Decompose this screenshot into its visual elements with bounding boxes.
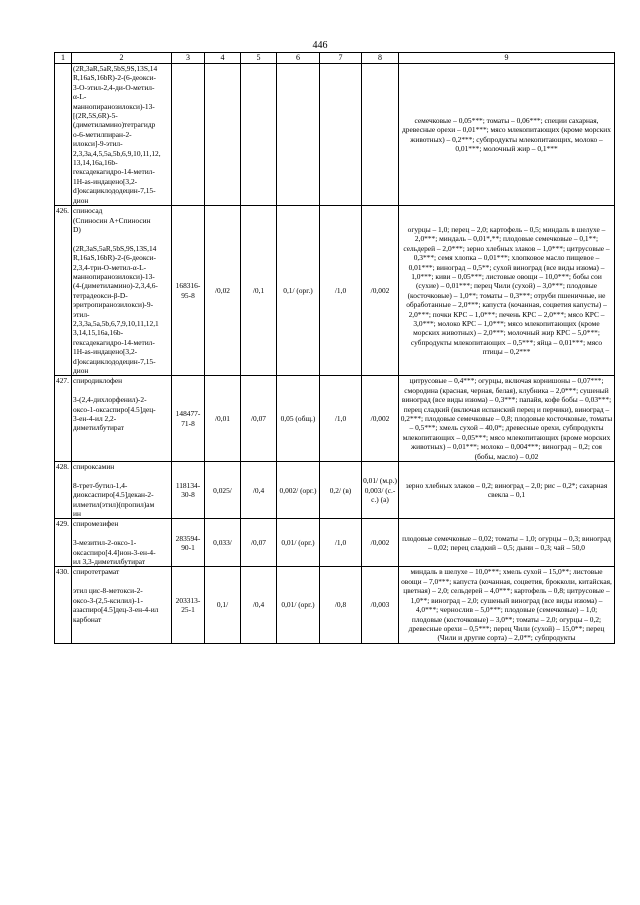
substance-name-line: дион [73, 195, 89, 205]
substance-name-line: 3-О-этил-2,4-ди-О-метил- [73, 82, 155, 92]
substance-name-line: (2R,3aR,5aR,5bS,9S,13S,14 [73, 64, 158, 73]
substance-name-line: маннопиранозилокси)-13- [73, 271, 155, 281]
substance-name [72, 376, 172, 462]
substance-name-line: о-6-метилпиран-2- [73, 129, 132, 139]
row-number: 426. [55, 206, 72, 376]
header-cell: 3 [172, 53, 205, 64]
row-number: 430. [55, 567, 72, 643]
value-col-4: /0,02 [205, 206, 241, 376]
value-col-5: /0,07 [241, 376, 277, 462]
residue-notes: цитрусовые – 0,4***; огурцы, включая корнишоны – 0,07***; смородина (красная, черная, белая), клубника – 2,0***; сушеный виноград (все виды изюма) – 0,3***; папайя, кофе бобы – 0,03***; перец сладкий (включая испанский перец и перчики), виноград – 0,2***; плодовые семечковые – 0,8; плодовые косточковые, томаты – 0,5***; хмель сухой – 40,0*; древесные орехи, субпродукты млекопитающих – 0,05***; мясо млекопитающих (кроме морских животных) – 0,01***; молоко – 0,004***; виноград – 0,2; соя (бобы, масло) – 0,02 [399, 376, 615, 462]
substance-name-line: 3-мезитил-2-оксо-1- [73, 538, 137, 548]
substance-name-line: оксо-3-(2,5-ксилил)-1- [73, 595, 143, 605]
substance-name-line: тетрадеокси-β-D- [73, 290, 128, 300]
substance-name-line: 13,14,16a,16b- [73, 158, 118, 168]
substance-name-line: дион [73, 365, 89, 375]
substance-name-line: гексадекагидро-14-метил- [73, 167, 155, 177]
header-cell: 9 [399, 53, 615, 64]
substance-name-line: (2R,3aS,5aR,5bS,9S,13S,14 [73, 243, 157, 253]
substance-name-line: спиромезифен [73, 519, 119, 529]
substance-name [72, 64, 172, 206]
cas-number [172, 64, 205, 206]
substance-name-line: (Спиносин A+Спиносин [73, 215, 151, 225]
header-cell: 2 [72, 53, 172, 64]
substance-name-line: d]оксациклододецин-7,15- [73, 186, 156, 196]
substance-name-line: илокси]-9-этил- [73, 139, 123, 149]
header-cell: 7 [320, 53, 362, 64]
page-number: 446 [312, 40, 328, 51]
header-cell: 8 [362, 53, 399, 64]
substance-name-line: ил 3,3-диметилбутират [73, 557, 146, 567]
substance-name-line: илметил(этил)(пропил)ам [73, 499, 155, 509]
value-col-4: /0,01 [205, 376, 241, 462]
value-col-7: /0,8 [320, 567, 362, 643]
substance-name-line: 3-ен-4-ил 2,2- [73, 414, 117, 423]
cas-number: 118134-30-8 [172, 462, 205, 519]
substance-name-line: R,16aS,16bR)-2-(6-деокси- [73, 73, 156, 83]
substance-name-line: (4-(диметиламино)-2,3,4,6- [73, 281, 158, 291]
table-row [55, 376, 615, 462]
value-col-6 [277, 64, 320, 206]
standards-table [54, 52, 615, 644]
header-cell: 4 [205, 53, 241, 64]
substance-name-line: 3-(2,4-дихлорфенил)-2- [73, 395, 147, 405]
value-col-6: 0,05 (общ.) [277, 376, 320, 462]
value-col-5 [241, 64, 277, 206]
value-col-7 [320, 64, 362, 206]
substance-name-line: 1H-as-индацено[3,2- [73, 347, 138, 357]
value-col-8: /0,002 [362, 519, 399, 567]
value-col-7: 0,2/ (в) [320, 462, 362, 519]
value-col-6: 0,01/ (орг.) [277, 519, 320, 567]
substance-name-line: 1H-as-индацено[3,2- [73, 176, 138, 186]
substance-name [72, 567, 172, 643]
table-row [55, 206, 615, 376]
row-number: 428. [55, 462, 72, 519]
substance-name [72, 206, 172, 376]
table-row [55, 519, 615, 567]
substance-name-line: 8-трет-бутил-1,4- [73, 480, 128, 490]
value-col-5: /0,1 [241, 206, 277, 376]
substance-name-line: 2,3,3a,4,5,5a,5b,6,9,10,11,12, [73, 148, 161, 158]
value-col-6: 0,002/ (орг.) [277, 462, 320, 519]
substance-name-line: ин [73, 509, 81, 519]
header-row [55, 53, 615, 64]
table-row [55, 567, 615, 643]
value-col-8: /0,003 [362, 567, 399, 643]
substance-name-line: [(2R,5S,6R)-5- [73, 111, 118, 121]
substance-name-line: R,16aS,16bR)-2-(6-деокси- [73, 253, 156, 263]
residue-notes: семечковые – 0,05***; томаты – 0,06***; специи сахарная, древесные орехи – 0,01***; мясо млекопитающих (кроме морских животных) – 0,2***; субпродукты млекопитающих, молоко – 0,01***; молочный жир – 0,1*** [399, 64, 615, 206]
table-row [55, 462, 615, 519]
row-number: 429. [55, 519, 72, 567]
header-cell: 5 [241, 53, 277, 64]
substance-name-line: спироксамин [73, 462, 115, 472]
substance-name-line [73, 529, 170, 538]
substance-name-line [73, 386, 170, 395]
substance-name-line [73, 471, 170, 480]
residue-notes: огурцы – 1,0; перец – 2,0; картофель – 0,5; миндаль в шелухе – 2,0***; миндаль – 0,01*,**; плодовые семечковые – 0,1**; сельдерей – 2,0***; зерно хлебных злаков – 1,0***; цитрусовые – 0,3***; семя хлопка – 0,01***; хлопковое масло пищевое – 0,01***; виноград – 0,5**; сухой виноград (все виды изюма) – 1,0***; киви – 0,05***; листовые овощи – 10,0***; бобы сои (сухие) – 0,01***; перец Чили (сухой) – 3,0***; плодовые (косточковые) – 1,0**; томаты – 0,3***; отруби пшеничные, не обработанные – 2,0***; капуста (кочанная, соцветия капусты) – 2,0***; почки КРС – 1,0***; печень КРС – 2,0***; мясо КРС – 3,0***; молоко КРС – 1,0***; мясо млекопитающих (кроме морских животных) – 2,0***; молочный жир КРС – 5,0***; субпродукты млекопитающих – 0,5***; яйца – 0,01***; мясо птицы – 0,2*** [399, 206, 615, 376]
substance-name-line: диметилбутират [73, 423, 124, 433]
substance-name-line: спиносад [73, 206, 103, 216]
value-col-4: 0,033/ [205, 519, 241, 567]
value-col-4: 0,025/ [205, 462, 241, 519]
value-col-5: /0,07 [241, 519, 277, 567]
row-number [55, 64, 72, 206]
substance-name-line: (диметиламино)тетрагидр [73, 120, 156, 130]
residue-notes: зерно хлебных злаков – 0,2; виноград – 2,0; рис – 0,2*; сахарная свекла – 0,1 [399, 462, 615, 519]
cas-number: 168316-95-8 [172, 206, 205, 376]
substance-name-line: гексадекагидро-14-метил- [73, 337, 155, 347]
substance-name-line: диоксаспиро[4.5]декан-2- [73, 490, 154, 500]
header-cell: 1 [55, 53, 72, 64]
substance-name-line: спиротетрамат [73, 567, 120, 577]
substance-name-line: d]оксациклододецин-7,15- [73, 356, 156, 366]
cas-number: 203313-25-1 [172, 567, 205, 643]
substance-name-line [73, 577, 170, 586]
substance-name-line: спиродиклофен [73, 376, 123, 386]
value-col-7: /1,0 [320, 376, 362, 462]
substance-name-line: азаспиро[4.5]дец-3-ен-4-ил [73, 605, 159, 615]
table-row [55, 64, 615, 206]
residue-notes: миндаль в шелухе – 10,0***; хмель сухой – 15,0**; листовые овощи – 7,0***; капуста (кочанная, соцветия, брокколи, китайская, цветная) – 2,0; сельдерей – 4,0***; картофель – 0,8; цитрусовые – 1,0**; виноград – 2,0; сушеный виноград (все виды изюма) – 4,0***; чернослив – 5,0***; плодовые (семечковые) – 1,0; плодовые (косточковые) – 3,0**; томаты – 2,0; огурцы – 0,2; древесные орехи – 0,5***; перец Чили (сухой) – 15,0**; перец (Чили и другие сорта) – 2,0**; субпродукты [399, 567, 615, 643]
substance-name [72, 462, 172, 519]
substance-name-line: этил- [73, 309, 90, 319]
cas-number: 148477-71-8 [172, 376, 205, 462]
row-number: 427. [55, 376, 72, 462]
value-col-6: 0,1/ (орг.) [277, 206, 320, 376]
value-col-7: /1,0 [320, 519, 362, 567]
value-col-8: /0,002 [362, 206, 399, 376]
cas-number: 283594-90-1 [172, 519, 205, 567]
substance-name-line: эритропиранозилокси)-9- [73, 300, 154, 310]
value-col-5: /0,4 [241, 462, 277, 519]
substance-name-line [73, 234, 170, 243]
substance-name-line: этил цис-8-метокси-2- [73, 586, 143, 596]
value-col-4: 0,1/ [205, 567, 241, 643]
value-col-7: /1,0 [320, 206, 362, 376]
substance-name-line: оксо-1-оксаспиро[4.5]дец- [73, 404, 156, 414]
substance-name-line: карбонат [73, 614, 102, 624]
header-cell: 6 [277, 53, 320, 64]
value-col-8: /0,002 [362, 376, 399, 462]
substance-name-line: 2,3,4-три-О-метил-α-L- [73, 262, 147, 272]
residue-notes: плодовые семечковые – 0,02; томаты – 1,0; огурцы – 0,3; виноград – 0,02; перец сладкий – 0,5; дыни – 0,3; чай – 50,0 [399, 519, 615, 567]
substance-name-line: α-L- [73, 92, 87, 102]
value-col-4 [205, 64, 241, 206]
value-col-8 [362, 64, 399, 206]
substance-name-line: 2,3,3a,5a,5b,6,7,9,10,11,12,1 [73, 318, 159, 328]
substance-name-line: D) [73, 224, 81, 234]
substance-name-line: маннопиранозилокси)-13- [73, 101, 155, 111]
substance-name-line: 3,14,15,16a,16b- [73, 328, 124, 338]
substance-name-line: оксаспиро[4.4]нон-3-ен-4- [73, 547, 156, 557]
value-col-6: 0,01/ (орг.) [277, 567, 320, 643]
substance-name [72, 519, 172, 567]
value-col-8: 0,01/ (м.р.) 0,003/ (с.-с.) (a) [362, 462, 399, 519]
value-col-5: /0,4 [241, 567, 277, 643]
